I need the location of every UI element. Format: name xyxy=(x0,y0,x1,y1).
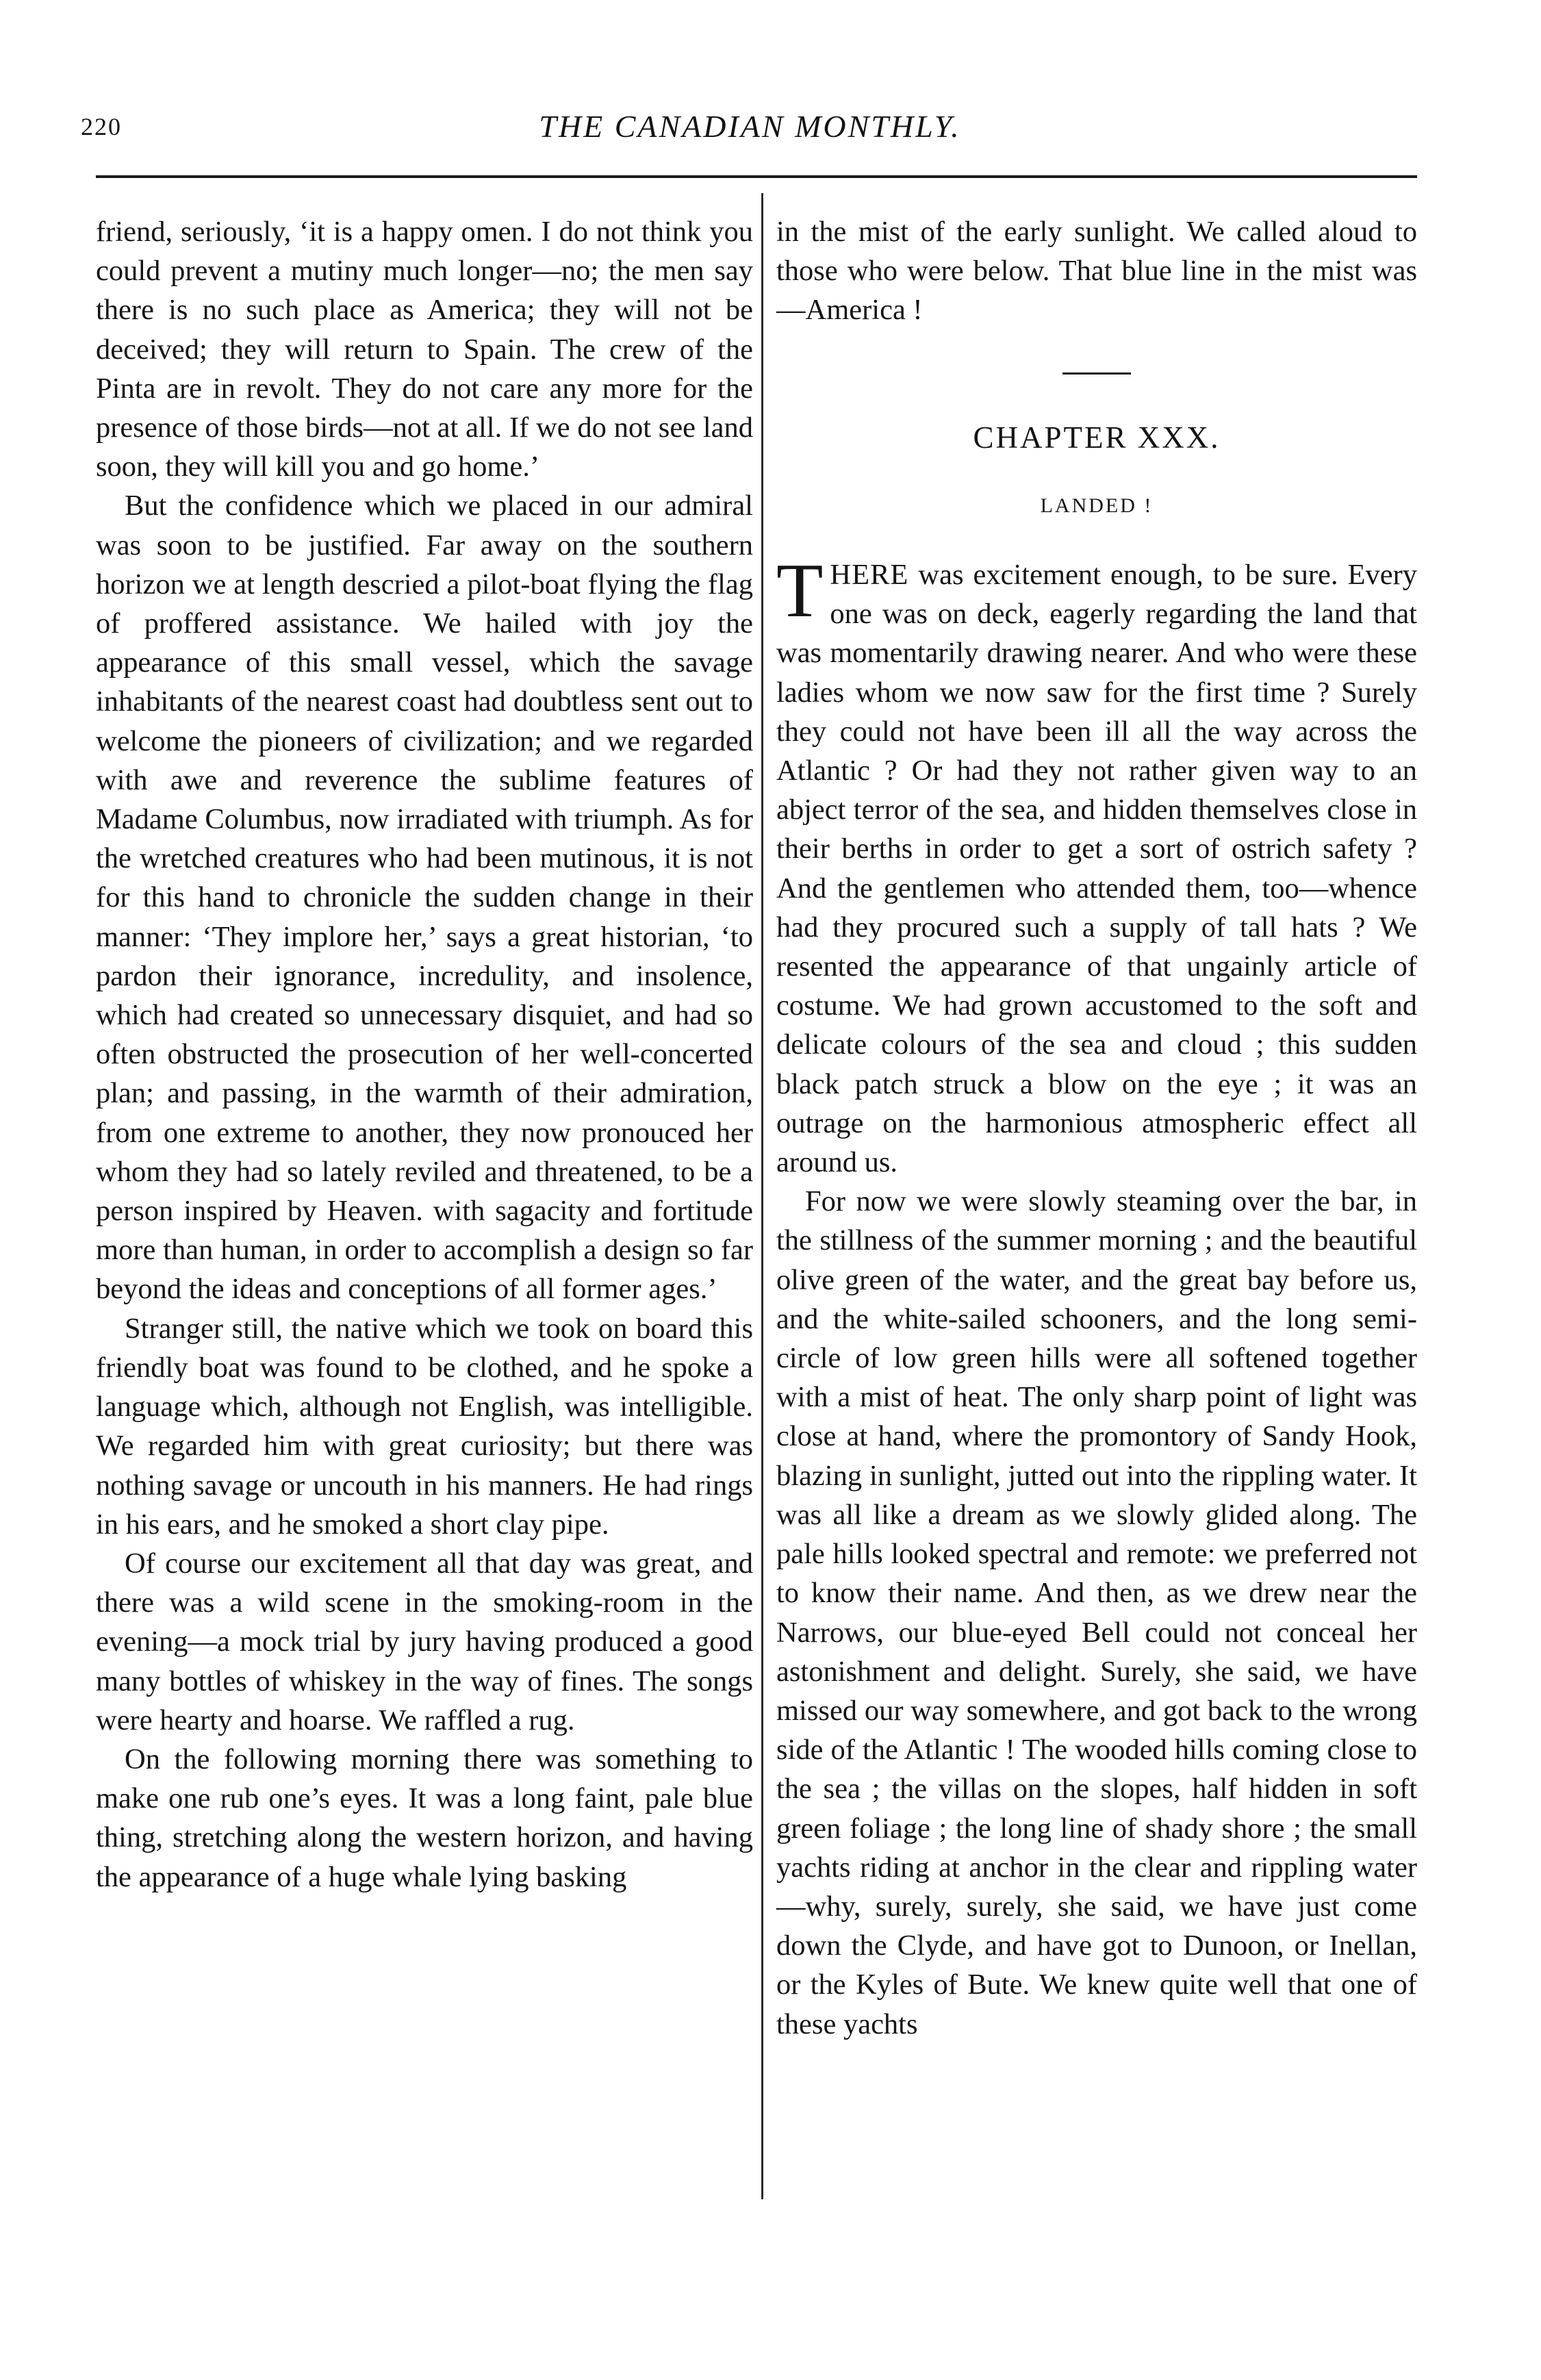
chapter-title: CHAPTER XXX. xyxy=(973,420,1221,455)
first-word: HERE xyxy=(830,559,909,592)
paragraph: On the following morning there was something to make one rub one’s eyes. It was a long faint, pale blue thing, stretching along the western horizon, and having the appearance of a huge whale lying basking xyxy=(96,1743,753,1893)
paragraph: friend, seriously, ‘it is a happy omen. I do not think you could prevent a mutiny much longer—no; the men say there is no such place as America; they will not be deceived; they will return to Spain. The crew of the Pinta are in revolt. They do not care any more for the presence of those birds—not at all. If we do not see land soon, they will kill you and go home.’ xyxy=(96,216,753,483)
paragraph: Stranger still, the native which we took on board this friendly boat was found to be clothed, and he spoke a language which, although not English, was intelligible. We regarded him with great curiosity; but there was nothing savage or uncouth in his manners. He had rings in his ears, and he smoked a short clay pipe. xyxy=(96,1312,753,1541)
drop-cap: T xyxy=(776,548,824,634)
chapter-subtitle: LANDED ! xyxy=(1040,494,1154,517)
chapter-opening-paragraph xyxy=(776,548,1417,1182)
page-number: 220 xyxy=(81,113,122,140)
paragraph-text: was excitement enough, to be sure. Every one was on deck, eagerly regarding the land that was momentarily drawing nearer. And who were these ladies whom we now saw for the first time ? Surely they could not have been ill all the way across the Atlantic ? Or had they not rather given way to an abject terror of the sea, and hidden themselves close in their berths in order to get a sort of ostrich safety ? And the gentlemen who attended them, too—whence had they procured such a supply of tall hats ? We resented the appearance of that ungainly article of costume. We had grown accustomed to the soft and delicate colours of the sea and cloud ; this sudden black patch struck a blow on the eye ; it was an outrage on the harmonious atmospheric effect all around us. xyxy=(776,559,1417,1179)
header-rule xyxy=(96,175,1417,178)
page-header xyxy=(81,108,1419,156)
paragraph: in the mist of the early sunlight. We called aloud to those who were below. That blue line in the mist was—America ! xyxy=(776,216,1417,327)
left-column xyxy=(96,212,753,1897)
paragraph: But the confidence which we placed in our admiral was soon to be justified. Far away on the southern horizon we at length descried a pilot-boat flying the flag of proffered assistance. We hailed with joy the appearance of this small vessel, which the savage inhabitants of the nearest coast had doubtless sent out to welcome the pioneers of civilization; and we regarded with awe and reverence the sublime features of Madame Columbus, now irradiated with triumph. As for the wretched creatures who had been mutinous, it is not for this hand to chronicle the sudden change in their manner: ‘They implore her,’ says a great historian, ‘to pardon their ignorance, incredulity, and insolence, which had created so unnecessary disquiet, and had so often obstructed the prosecution of her well-concerted plan; and passing, in the warmth of their admiration, from one extreme to another, they now pronouced her whom they had so lately reviled and threatened, to be a person inspired by Heaven. with sagacity and fortitude more than human, in order to accomplish a design so far beyond the ideas and conceptions of all former ages.’ xyxy=(96,490,753,1306)
section-divider xyxy=(1062,372,1131,375)
paragraph: Of course our excitement all that day was great, and there was a wild scene in the smoking-room in the evening—a mock trial by jury having produced a good many bottles of whiskey in the way of fines. The songs were hearty and hoarse. We raffled a rug. xyxy=(96,1547,753,1736)
right-column xyxy=(776,212,1417,2044)
running-title: THE CANADIAN MONTHLY. xyxy=(539,109,961,144)
paragraph: For now we were slowly steaming over the bar, in the stillness of the summer morning ; and the beautiful olive green of the water, and the great bay before us, and the white-sailed schooners, and the long semicircle of low green hills were all softened together with a mist of heat. The only sharp point of light was close at hand, where the promontory of Sandy Hook, blazing in sunlight, jutted out into the rippling water. It was all like a dream as we slowly glided along. The pale hills looked spectral and remote: we preferred not to know their name. And then, as we drew near the Narrows, our blue-eyed Bell could not conceal her astonishment and delight. Surely, she said, we have missed our way somewhere, and got back to the wrong side of the Atlantic ! The wooded hills coming close to the sea ; the villas on the slopes, half hidden in soft green foliage ; the long line of shady shore ; the small yachts riding at anchor in the clear and rippling water—why, surely, surely, she said, we have just come down the Clyde, and have got to Dunoon, or Inellan, or the Kyles of Bute. We knew quite well that one of these yachts xyxy=(776,1185,1417,2040)
column-divider xyxy=(761,193,763,2199)
